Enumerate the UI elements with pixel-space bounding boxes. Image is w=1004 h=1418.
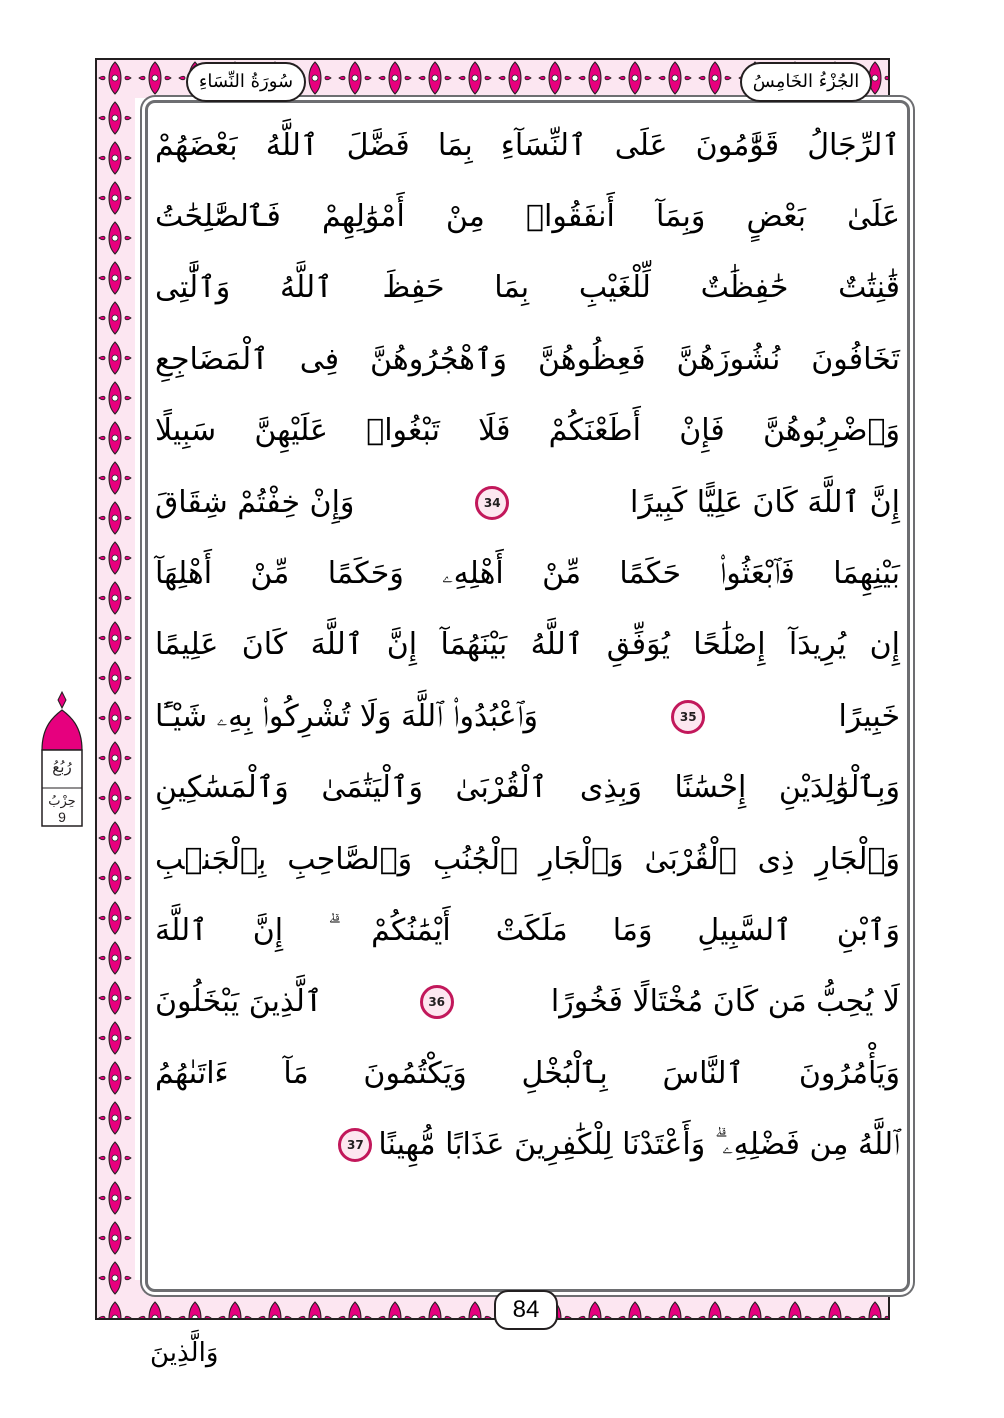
hizb-number: 9 — [58, 809, 66, 825]
text-line — [155, 324, 900, 395]
text-line — [155, 610, 900, 681]
ayah-number-marker: 34 — [475, 486, 509, 520]
line-text: عَلَىٰ بَعْضٍ وَبِمَآ أَنفَقُوا۟ مِنْ أَمْوَٰلِهِمْ فَٱلصَّٰلِحَٰتُ — [155, 199, 900, 235]
catchword: وَالَّذِينَ — [150, 1338, 219, 1368]
text-line — [155, 681, 900, 752]
hizb-label: حِزْبُ — [48, 794, 76, 809]
line-text-pre: ٱللَّهُ مِن فَضْلِهِۦ ۗ وَأَعْتَدْنَا لِلْكَٰفِرِينَ عَذَابًا مُّهِينًا — [378, 1127, 900, 1163]
line-text-post: وَإِنْ خِفْتُمْ شِقَاقَ — [155, 484, 355, 520]
text-line — [155, 753, 900, 824]
line-text: وَيَأْمُرُونَ ٱلنَّاسَ بِٱلْبُخْلِ وَيَكْتُمُونَ مَآ ءَاتَىٰهُمُ — [155, 1055, 900, 1091]
line-text: ٱلرِّجَالُ قَوَّٰمُونَ عَلَى ٱلنِّسَآءِ بِمَا فَضَّلَ ٱللَّهُ بَعْضَهُمْ — [155, 127, 900, 163]
line-text-pre: لَا يُحِبُّ مَن كَانَ مُخْتَالًا فَخُورًا — [550, 984, 900, 1020]
line-text: بَيْنِهِمَا فَٱبْعَثُوا۟ حَكَمًا مِّنْ أَهْلِهِۦ وَحَكَمًا مِّنْ أَهْلِهَآ — [155, 556, 900, 592]
text-line — [155, 967, 900, 1038]
line-text-pre: إِنَّ ٱللَّهَ كَانَ عَلِيًّا كَبِيرًا — [630, 484, 900, 520]
text-line — [155, 824, 900, 895]
hizb-quarter-label: رُبُعُ — [52, 758, 72, 776]
line-text: إِن يُرِيدَآ إِصْلَٰحًا يُوَفِّقِ ٱللَّهُ بَيْنَهُمَآ إِنَّ ٱللَّهَ كَانَ عَلِيمًا — [155, 627, 900, 663]
juz-title: الجُزْءُ الخَامِسُ — [740, 62, 872, 102]
text-line — [155, 181, 900, 252]
line-text: تَخَافُونَ نُشُوزَهُنَّ فَعِظُوهُنَّ وَٱهْجُرُوهُنَّ فِى ٱلْمَضَاجِعِ — [155, 341, 900, 377]
text-line — [155, 253, 900, 324]
line-text: وَٱبْنِ ٱلسَّبِيلِ وَمَا مَلَكَتْ أَيْمَٰنُكُمْ ۗ إِنَّ ٱللَّهَ — [155, 912, 900, 948]
text-line — [155, 1038, 900, 1109]
line-text: وَٱضْرِبُوهُنَّ فَإِنْ أَطَعْنَكُمْ فَلَا تَبْغُوا۟ عَلَيْهِنَّ سَبِيلًا — [155, 413, 900, 449]
text-line — [155, 895, 900, 966]
line-text: قَٰنِتَٰتٌ حَٰفِظَٰتٌ لِّلْغَيْبِ بِمَا حَفِظَ ٱللَّهُ وَٱلَّٰتِى — [155, 270, 900, 306]
page-number: 84 — [494, 1290, 558, 1330]
line-text-post: ٱلَّذِينَ يَبْخَلُونَ — [155, 984, 323, 1020]
ayah-number-marker: 37 — [338, 1128, 372, 1162]
line-text: وَٱلْجَارِ ذِى ٱلْقُرْبَىٰ وَٱلْجَارِ ٱلْجُنُبِ وَٱلصَّاحِبِ بِٱلْجَنۢبِ — [155, 841, 900, 877]
text-line — [155, 396, 900, 467]
text-line — [155, 467, 900, 538]
quran-text — [155, 110, 900, 1181]
line-text-pre: خَبِيرًا — [838, 698, 900, 734]
surah-title: سُورَةُ النِّسَاءِ — [186, 62, 306, 102]
text-line — [155, 538, 900, 609]
line-text: وَبِٱلْوَٰلِدَيْنِ إِحْسَٰنًا وَبِذِى ٱلْقُرْبَىٰ وَٱلْيَتَٰمَىٰ وَٱلْمَسَٰكِينِ — [155, 770, 900, 806]
text-line — [155, 1109, 900, 1180]
line-text-post: وَٱعْبُدُوا۟ ٱللَّهَ وَلَا تُشْرِكُوا۟ بِهِۦ شَيْـًٔا — [155, 698, 539, 734]
ayah-number-marker: 35 — [671, 700, 705, 734]
ayah-number-marker: 36 — [420, 985, 454, 1019]
text-line — [155, 110, 900, 181]
